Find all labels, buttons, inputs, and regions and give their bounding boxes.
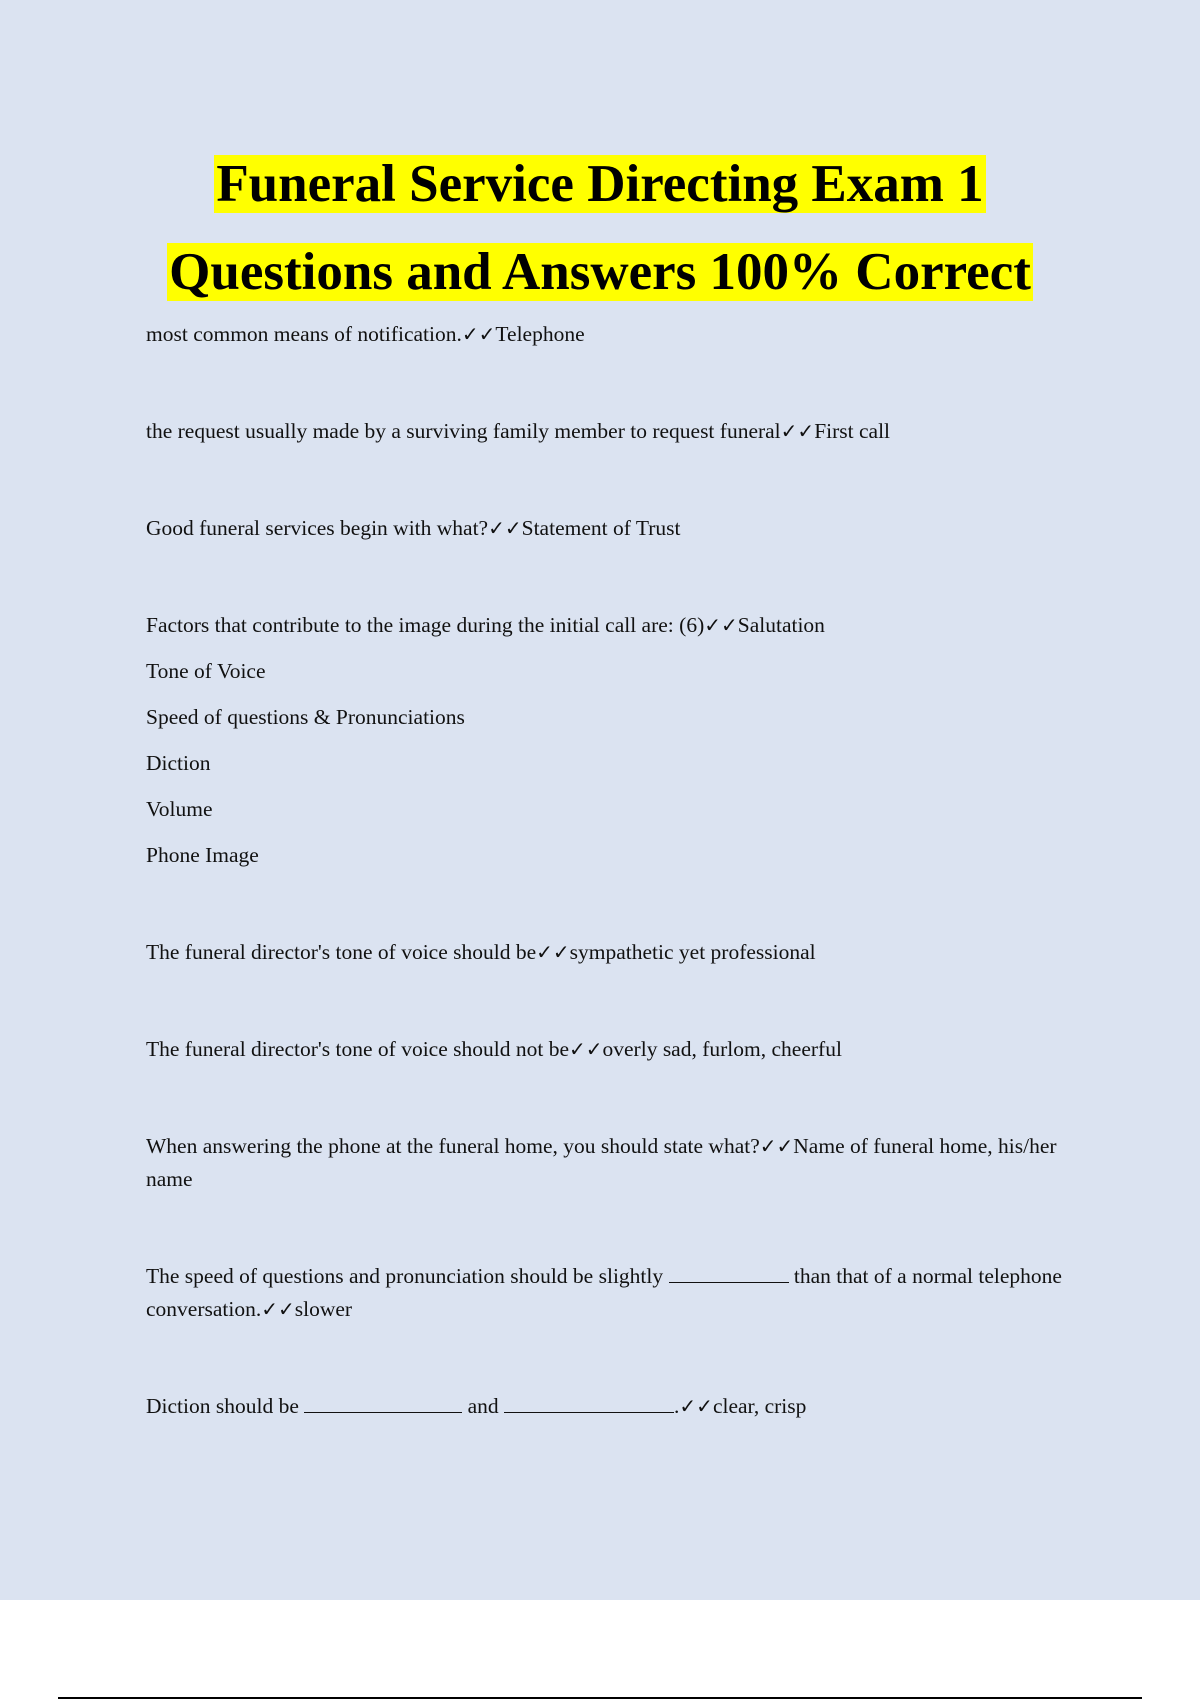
qa-item — [146, 318, 1076, 351]
answer-text: slower — [294, 1297, 353, 1321]
answer-list-item: Tone of Voice — [146, 659, 266, 683]
title-line-2: Questions and Answers 100% Correct — [169, 243, 1031, 301]
qa-item — [146, 415, 1076, 448]
title-line-1: Funeral Service Directing Exam 1 — [216, 155, 984, 213]
answer-text: Salutation — [737, 613, 825, 637]
question-text: most common means of notification. — [146, 322, 462, 346]
check-marks-icon: ✓✓ — [704, 613, 738, 637]
check-marks-icon: ✓✓ — [488, 516, 522, 540]
check-marks-icon: ✓✓ — [569, 1037, 603, 1061]
question-text: The speed of questions and pronunciation should be slightly — [146, 1264, 664, 1288]
check-marks-icon: ✓✓ — [780, 419, 815, 443]
answer-list-item: Diction — [146, 751, 211, 775]
answer-text: overly sad, furlom, cheerful — [602, 1037, 842, 1061]
fill-in-blank — [669, 1260, 789, 1283]
check-marks-icon: ✓✓ — [461, 322, 496, 346]
question-text: The funeral director's tone of voice should be — [146, 940, 537, 964]
qa-item — [146, 1390, 1076, 1423]
check-marks-icon: ✓✓ — [536, 940, 570, 964]
check-marks-icon: ✓✓ — [679, 1394, 713, 1418]
fill-in-blank — [504, 1390, 674, 1413]
question-text: The funeral director's tone of voice should not be — [146, 1037, 569, 1061]
question-text: than that of a normal telephone conversation. — [146, 1264, 1062, 1321]
question-text: . — [674, 1394, 680, 1418]
check-marks-icon: ✓✓ — [261, 1297, 295, 1321]
qa-first-line — [146, 609, 1076, 642]
qa-list — [146, 318, 1076, 1487]
qa-item — [146, 1033, 1076, 1066]
answer-text: Name of funeral home, his/her name — [146, 1134, 1057, 1191]
answer-list-item: Speed of questions & Pronunciations — [146, 705, 465, 729]
question-text: Diction should be — [146, 1394, 299, 1418]
question-text: Good funeral services begin with what? — [146, 516, 489, 540]
qa-item — [146, 512, 1076, 545]
qa-item — [146, 609, 1076, 872]
answer-list-item: Phone Image — [146, 843, 259, 867]
question-text: When answering the phone at the funeral home, you should state what? — [146, 1134, 760, 1158]
answer-list-item: Volume — [146, 797, 213, 821]
qa-item — [146, 1130, 1076, 1196]
question-text: the request usually made by a surviving family member to request funeral — [146, 419, 781, 443]
qa-item — [146, 1260, 1076, 1326]
fill-in-blank — [304, 1390, 462, 1413]
question-text: Factors that contribute to the image during the initial call are: (6) — [146, 613, 705, 637]
qa-item — [146, 936, 1076, 969]
answer-text: clear, crisp — [712, 1394, 807, 1418]
answer-text: Statement of Trust — [521, 516, 681, 540]
answer-text: Telephone — [495, 322, 585, 346]
answer-text: sympathetic yet professional — [569, 940, 816, 964]
footer-divider — [58, 1697, 1142, 1699]
answer-text: First call — [814, 419, 891, 443]
question-text: and — [467, 1394, 499, 1418]
document-title — [0, 140, 1200, 316]
check-marks-icon: ✓✓ — [759, 1134, 794, 1158]
